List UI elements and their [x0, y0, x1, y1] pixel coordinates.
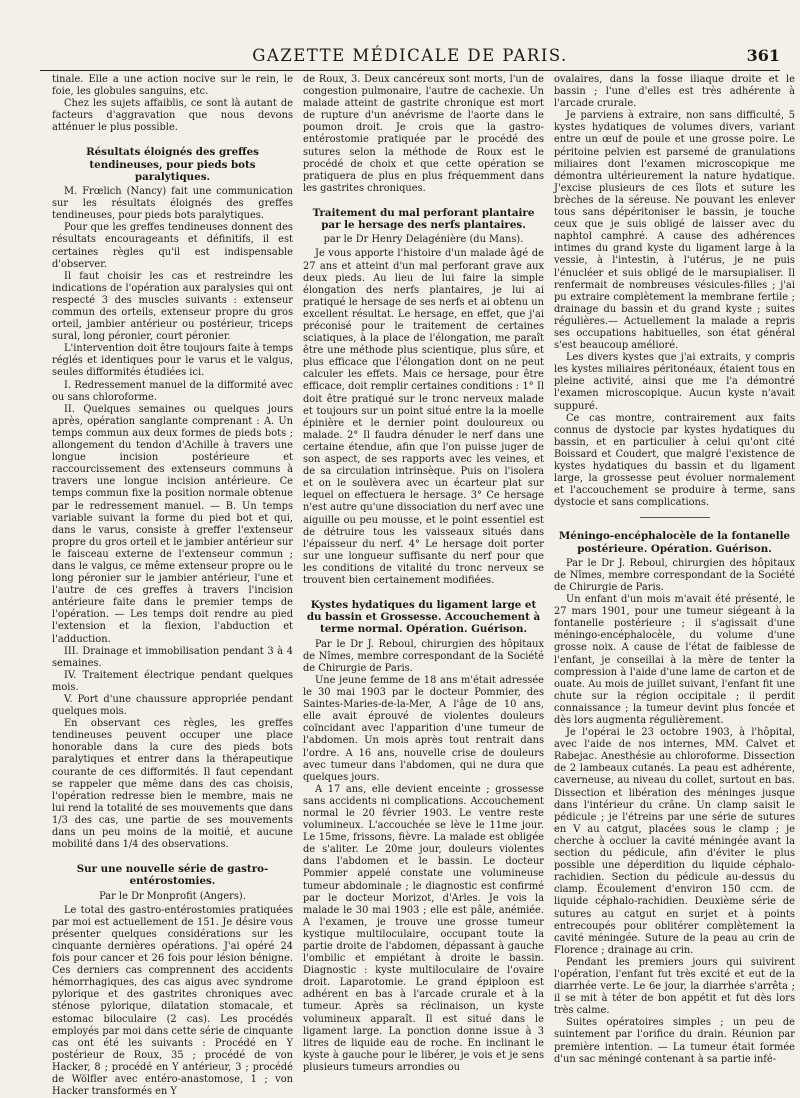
paragraph: Suites opératoires simples ; un peu de suintement par l'orifice du drain. Réunion par première intention. — La tumeur était formée d'un sac méningé contenant à sa partie infé-: [554, 1017, 795, 1065]
paragraph: III. Drainage et immobilisation pendant 3 à 4 semaines.: [52, 645, 293, 669]
paragraph: Je l'opérai le 23 octobre 1903, à l'hôpital, avec l'aide de nos internes, MM. Calvet et Rabejac. Anesthésie au chloroforme. Dissection de 2 lambeaux cutanés. La peau est adhérente, caverneuse, au niveau du collet, surtout en bas. Dissection et libération des méninges jusque dans l'intérieur du crâne. Un clamp saisit le pédicule ; je l'étreins par une série de sutures en V au catgut, placées sous le clamp ; je cherche à occluer la cavité méningée avant la section du pédicule, afin d'éviter le plus possible une déperdition du liquide céphalo-rachidien. Section du pédicule au-dessus du clamp. Écoulement d'environ 150 ccm. de liquide céphalo-rachidien. Deuxième série de sutures au catgut en surjet et à points entrecoupés pour oblitérer complètement la cavité méningée. Suture de la peau au crin de Florence ; drainage au crin.: [554, 727, 795, 956]
article-heading: Méningo-encéphalocèle de la fontanelle postérieure. Opération. Guérison.: [558, 530, 791, 555]
paragraph: IV. Traitement électrique pendant quelques mois.: [52, 669, 293, 693]
paragraph: M. Frœlich (Nancy) fait une communication sur les résultats éloignés des greffes tendineuses, pour pieds bots paralytiques.: [52, 186, 293, 222]
column-right: [554, 74, 795, 1064]
column-middle: [303, 74, 544, 1073]
paragraph: Il faut choisir les cas et restreindre les indications de l'opération aux paralysies qui ont respecté 3 des muscles suivants : extenseur commun des orteils, extenseur propre du gros orteil, jambier antérieur ou postérieur, triceps sural, long péronier, court péronier.: [52, 270, 293, 343]
paragraph: tinale. Elle a une action nocive sur le rein, le foie, les globules sanguins, etc.: [52, 74, 293, 98]
article-heading: Kystes hydatiques du ligament large et du bassin et Grossesse. Accouchement à terme normal. Opération. Guérison.: [306, 599, 541, 636]
article-byline: Par le Dr Monprofit (Angers).: [99, 890, 246, 902]
article-heading: Traitement du mal perforant plantaire par le hersage des nerfs plantaires.: [312, 206, 535, 232]
paragraph: Par le Dr J. Reboul, chirurgien des hôpitaux de Nîmes, membre correspondant de la Société de Chirurgie de Paris.: [554, 557, 795, 593]
journal-title: GAZETTE MÉDICALE DE PARIS.: [252, 46, 568, 65]
paragraph: de Roux, 3. Deux cancéreux sont morts, l'un de congestion pulmonaire, l'autre de cachexie. Un malade atteint de gastrite chronique est mort de rupture d'un anévrisme de l'aorte dans le poumon droit. Je crois que la gastro-entérostomie pratiquée par le procédé des sutures selon la méthode de Roux est le procédé de choix et que cette opération se pratiquera de plus en plus fréquemment dans les gastrites chroniques.: [303, 74, 544, 194]
article-byline: par le Dr Henry Delagénière (du Mans).: [323, 234, 524, 246]
paragraph: Pendant les premiers jours qui suivirent l'opération, l'enfant fut très excité et eut de la diarrhée verte. Le 6e jour, la diarrhée s'arrêta ; il se mit à téter de bon appétit et fut dès lors très calme.: [554, 956, 795, 1017]
article-heading: Sur une nouvelle série de gastro-entérostomies.: [76, 863, 269, 888]
page-number: 361: [746, 46, 780, 65]
paragraph: V. Port d'une chaussure appropriée pendant quelques mois.: [52, 694, 293, 718]
paragraph: Les divers kystes que j'ai extraits, y compris les kystes miliaires péritonéaux, étaient tous en pleine activité, ainsi que me l'a démontré l'examen microscopique. Aucun kyste n'avait suppuré.: [554, 352, 795, 412]
paragraph: I. Redressement manuel de la difformité avec ou sans chloroforme.: [52, 379, 293, 403]
paragraph: Une jeune femme de 18 ans m'était adressée le 30 mai 1903 par le docteur Pommier, des Saintes-Maries-de-la-Mer, A l'âge de 10 ans, elle avait éprouvé de violentes douleurs coïncidant avec l'apparition d'une tumeur de l'abdomen. Un mois après tout rentrait dans l'ordre. A 16 ans, nouvelle crise de douleurs avec tumeur dans l'abdomen, qui ne dura que quelques jours.: [303, 674, 544, 783]
paragraph: Je parviens à extraire, non sans difficulté, 5 kystes hydatiques de volumes divers, variant entre un œuf de poule et une grosse poire. Le péritoine pelvien est parsemé de granulations miliaires dont l'examen microscopique me démontra ultérieurement la nature hydatique. J'excise plusieurs de ces îlots et suture les brèches de la séreuse. Ne pouvant les enlever tous sans dépéritoniser le bassin, je touche ceux que je suis obligé de laisser avec du naphtol camphré. A cause des adhérences intimes du grand kyste du ligament large à la vessie, à l'intestin, à l'utérus, je ne puis l'énucléer et suis obligé de le marsupialiser. Il renfermait de nombreuses vésicules-filles ; j'ai pu extraire complètement la membrane fertile ; drainage du bassin et du grand kyste ; suites régulières.— Actuellement la malade a repris ses occupations habituelles, son état général s'est beaucoup amélioré.: [554, 110, 795, 352]
page-header: [40, 46, 780, 71]
column-left: [52, 74, 293, 1098]
paragraph: A 17 ans, elle devient enceinte ; grossesse sans accidents ni complications. Accouchement normal le 20 février 1903. Le ventre reste volumineux. L'accouchée se lève le 11me jour. Le 15me, frissons, fièvre. La malade est obligée de s'aliter. Le 20me jour, douleurs violentes dans l'abdomen et le bassin. Le docteur Pommier appelé constate une volumineuse tumeur abdominale ; le diagnostic est confirmé par le docteur Morizot, d'Arles. Je vois la malade le 30 mai 1903 ; elle est pâle, anémiée. A l'examen, je trouve une grosse tumeur kystique multiloculaire, occupant toute la partie droite de l'abdomen, dépassant à gauche l'ombilic et empiétant à droite le bassin. Diagnostic : kyste multiloculaire de l'ovaire droit. Laparotomie. Le grand épiploon est adhérent en bas à l'arcade crurale et à la tumeur. Après sa réclinaison, un kyste volumineux apparaît. Il est situé dans le ligament large. La ponction donne issue à 3 litres de liquide eau de roche. En inclinant le kyste à gauche pour le libérer, je vois et je sens plusieurs tumeurs arrondies ou: [303, 783, 544, 1073]
paragraph: Chez les sujets affaiblis, ce sont là autant de facteurs d'aggravation que nous devons atténuer le plus possible.: [52, 98, 293, 134]
paragraph: II. Quelques semaines ou quelques jours après, opération sanglante comprenant : A. Un temps commun aux deux formes de pieds bots ; allongement du tendon d'Achille à travers une longue incision postérieure et raccourcissement des extenseurs communs à travers une longue incision antérieure. Ce temps commun fixe la position normale obtenue par le redressement manuel. — B. Un temps variable suivant la forme du pied bot et qui, dans le varus, consiste à greffer l'extenseur propre du gros orteil et le jambier antérieur sur le faisceau externe de l'extenseur commun ; dans le valgus, ce même extenseur propre ou le long péronier sur le jambier antérieur, l'une et l'autre de ces greffes à travers l'incision antérieure faite dans le premier temps de l'opération. — Les temps doit rendre au pied l'extension et la flexion, l'abduction et l'adduction.: [52, 403, 293, 645]
paragraph: L'intervention doit être toujours faite à temps réglés et identiques pour le varus et le valgus, seules difformités étudiées ici.: [52, 343, 293, 379]
paragraph: Ce cas montre, contrairement aux faits connus de dystocie par kystes hydatiques du bassin, et en particulier à celui qu'ont cité Boissard et Coudert, que malgré l'existence de kystes hydatiques du bassin et du ligament large, la grossesse peut évoluer normalement et l'accouchement se produire à terme, sans dystocie et sans complications.: [554, 412, 795, 509]
paragraph: ovalaires, dans la fosse iliaque droite et le bassin ; l'une d'elles est très adhérente à l'arcade crurale.: [554, 74, 795, 110]
article-columns: [52, 74, 797, 1098]
section-divider: [640, 517, 710, 518]
paragraph: Un enfant d'un mois m'avait été présenté, le 27 mars 1901, pour une tumeur siégeant à la fontanelle postérieure ; il s'agissait d'une méningo-encéphalocèle, du volume d'une grosse noix. A cause de l'état de faiblesse de l'enfant, je conseillai à la mère de tenter la compression à l'aide d'une lame de carton et de ouate. Au mois de juillet suivant, l'enfant fit une chute sur la région occipitale ; il perdit connaissance ; la tumeur devint plus foncée et dès lors augmenta régulièrement.: [554, 594, 795, 726]
article-heading: Résultats éloignés des greffes tendineuses, pour pieds bots paralytiques.: [86, 146, 259, 183]
paragraph: Le total des gastro-entérostomies pratiquées par moi est actuellement de 151. Je désire vous présenter quelques considérations sur les cinquante dernières opérations. J'ai opéré 24 fois pour cancer et 26 fois pour lésion bénigne. Ces derniers cas comprennent des accidents hémorrhagiques, des cas aigus avec syndrome pylorique et des gastrites chroniques avec sténose pylorique, dilatation stomacale, et estomac biloculaire (2 cas). Les procédés employés par moi dans cette série de cinquante cas ont été les suivants : Procédé en Y postérieur de Roux, 35 ; procédé de von Hacker, 8 ; procédé en Y antérieur, 3 ; procédé de Wölfler avec entéro-anastomose, 1 ; von Hacker transformés en Y: [52, 904, 293, 1098]
paragraph: Par le Dr J. Reboul, chirurgien des hôpitaux de Nîmes, membre correspondant de la Société de Chirurgie de Paris.: [303, 638, 544, 674]
paragraph: Je vous apporte l'histoire d'un malade âgé de 27 ans et atteint d'un mal perforant grave aux deux pieds. Au lieu de lui faire la simple élongation des nerfs plantaires, je lui ai pratiqué le hersage de ses nerfs et ai obtenu un excellent résultat. Le hersage, en effet, que j'ai préconisé pour le traitement de certaines sciatiques, à la place de l'élongation, me paraît être une méthode plus scientique, plus sûre, et plus efficace que l'élongation dont on ne peut calculer les effets. Mais ce hersage, pour être efficace, doit remplir certaines conditions : 1° Il doit être pratiqué sur le tronc nerveux malade et toujours sur un point situé entre la la moelle épinière et le dernier point douloureux ou malade. 2° Il faudra dénuder le nerf dans une certaine étendue, afin que l'on puisse juger de son aspect, de ses rapports avec les veines, et de sa circulation intrinsèque. Puis on l'isolera et on le soulèvera avec un écarteur plat sur lequel on effectuera le hersage. 3° Ce hersage n'est autre qu'une dissociation du nerf avec une aiguille ou peu mousse, et le point essentiel est de détruire tous les vaisseaux situés dans l'épaisseur du nerf. 4° Le hersage doit porter sur une longueur suffisante du nerf pour que les conditions de vitalité du tronc nerveux se trouvent bien certainement modifiées.: [303, 248, 544, 586]
paragraph: En observant ces règles, les greffes tendineuses peuvent occuper une place honorable dans la cure des pieds bots paralytiques et entrer dans la thérapeutique courante de ces difformités. Il faut cependant se rappeler que même dans des cas choisis, l'opération redresse bien le membre, mais ne lui rend la totalité de ses mouvements que dans 1/3 des cas, une partie de ses mouvements dans un peu moins de la moitié, et aucune mobilité dans 1/4 des observations.: [52, 718, 293, 851]
paragraph: Pour que les greffes tendineuses donnent des résultats encourageants et définitifs, il est certaines règles qu'il est indispensable d'observer.: [52, 222, 293, 270]
